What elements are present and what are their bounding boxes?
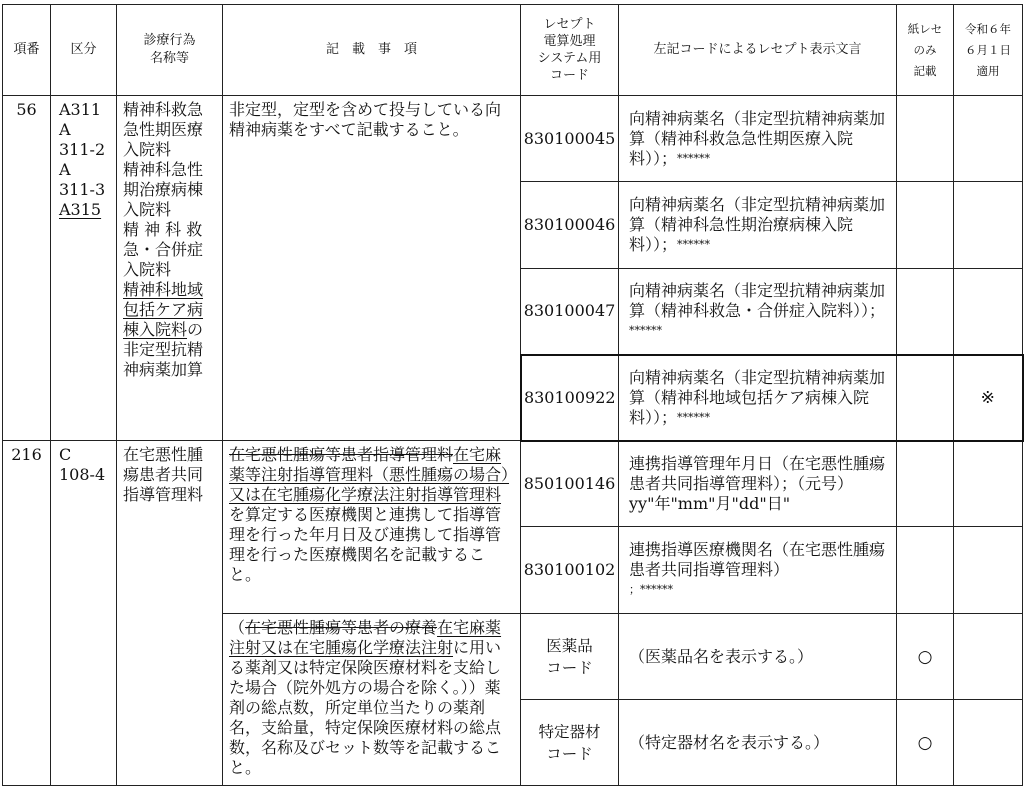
struck-text: 在宅悪性腫瘍等患者の療養	[245, 618, 438, 637]
display-text: （特定器材名を表示する。）	[619, 700, 897, 786]
display-text-asterisks: ******	[629, 324, 662, 338]
entry-description	[223, 441, 521, 614]
act-name-new-tail: 棟入院料	[123, 320, 188, 339]
paper-only-mark	[897, 441, 954, 527]
display-text-main: 向精神病薬名（非定型抗精神病薬加算（精神科救急急性期医療入院料））；	[629, 108, 886, 168]
act-name-line: 在宅悪性腫	[123, 445, 204, 464]
paper-only-mark	[897, 269, 954, 355]
category-line: A311	[59, 100, 102, 119]
header-row	[3, 5, 1023, 96]
table-row	[3, 96, 1023, 182]
display-text	[619, 527, 897, 614]
entry-description	[223, 614, 521, 786]
receipt-code: 850100146	[521, 441, 619, 527]
header-entry: 記 載 事 項	[223, 5, 521, 96]
category-cell	[51, 96, 117, 441]
header-paper-line: のみ	[913, 42, 937, 57]
receipt-code: 830100047	[521, 269, 619, 355]
display-text-main: 向精神病薬名（非定型抗精神病薬加算（精神科救急・合併症入院料））；	[629, 281, 886, 321]
act-name-line: 瘍患者共同	[123, 465, 204, 484]
item-no: 216	[3, 441, 51, 786]
paper-only-mark	[897, 527, 954, 614]
header-applied-line: 令和６年	[965, 21, 1011, 36]
description-text: （	[229, 618, 246, 637]
act-name-line: 急性期医療	[123, 120, 204, 139]
act-name-line: 入院料	[123, 200, 172, 219]
act-name-cell	[117, 96, 223, 441]
receipt-entry-table	[2, 4, 1024, 786]
display-text	[619, 96, 897, 182]
paper-only-mark	[897, 96, 954, 182]
applied-mark	[954, 182, 1023, 269]
display-text-asterisks: ******	[677, 410, 711, 424]
act-name-new-line: 精神科地域	[123, 280, 204, 299]
applied-mark: ※	[954, 355, 1023, 441]
code-type	[521, 700, 619, 786]
applied-mark	[954, 700, 1023, 786]
header-item-no: 項番	[3, 5, 51, 96]
header-code	[521, 5, 619, 96]
display-text	[619, 182, 897, 269]
display-text-asterisks: ******	[677, 151, 711, 165]
paper-only-mark: ○	[897, 700, 954, 786]
display-text: （医薬品名を表示する。）	[619, 614, 897, 700]
act-name-line: 入院料	[123, 260, 172, 279]
code-type-line: コード	[546, 744, 593, 763]
category-line: 311-2	[59, 140, 106, 159]
display-text	[619, 355, 897, 441]
display-text	[619, 441, 897, 527]
applied-mark	[954, 96, 1023, 182]
header-paper-only	[897, 5, 954, 96]
category-line: A	[59, 120, 71, 139]
receipt-code: 830100045	[521, 96, 619, 182]
header-applied-line: 適用	[976, 63, 1000, 78]
display-text	[619, 269, 897, 355]
entry-description: 非定型，定型を含めて投与している向精神病薬をすべて記載すること。	[223, 96, 521, 441]
header-act-name-line: 名称等	[149, 51, 189, 66]
added-text: 在宅麻薬注射又は在宅腫瘍化学療法注射	[229, 618, 502, 657]
item-no: 56	[3, 96, 51, 441]
header-paper-line: 紙レセ	[907, 21, 943, 36]
display-text-main: 連携指導医療機関名（在宅悪性腫瘍患者共同指導管理料）	[629, 540, 886, 579]
act-name-line: 急・合併症	[123, 240, 204, 259]
table-row	[3, 441, 1023, 527]
struck-text: 在宅悪性腫瘍等患者指導管理料	[229, 445, 454, 464]
header-act-name-line: 診療行為	[143, 33, 196, 48]
code-type-line: コード	[546, 658, 593, 677]
paper-only-mark: ○	[897, 614, 954, 700]
receipt-code: 830100922	[521, 355, 619, 441]
category-new-line: A315	[59, 200, 102, 219]
act-name-suffix: の	[187, 320, 204, 339]
applied-mark	[954, 614, 1023, 700]
header-category: 区分	[51, 5, 117, 96]
header-code-line: 電算処理	[543, 34, 596, 49]
header-code-line: レセプト	[543, 17, 596, 32]
code-type	[521, 614, 619, 700]
act-name-line: 神病薬加算	[123, 360, 204, 379]
act-name-line: 精神科救急	[123, 100, 204, 119]
header-applied-line: ６月１日	[965, 42, 1011, 57]
act-name-new-line: 包括ケア病	[123, 300, 204, 319]
added-text: 在宅麻薬等注射指導管理料（悪性腫瘍の場合）又は在宅腫瘍化学療法注射指導管理料	[229, 445, 510, 504]
display-text-asterisks: ******	[677, 238, 711, 251]
act-name-line: 入院料	[123, 140, 172, 159]
act-name-line: 精神科急性	[123, 160, 204, 179]
act-name-line: 非定型抗精	[123, 340, 204, 359]
applied-mark	[954, 441, 1023, 527]
act-name-line: 期治療病棟	[123, 180, 204, 199]
code-type-line: 特定器材	[538, 722, 601, 741]
category-cell	[51, 441, 117, 786]
category-line: 108-4	[59, 465, 106, 484]
display-text-asterisks: ；******	[629, 583, 673, 596]
description-text: を算定する医療機関と連携して指導管理を行った年月日及び連携して指導管理を行った医療機関名を記載すること。	[229, 505, 502, 584]
header-act-name	[117, 5, 223, 96]
header-code-line: システム用	[537, 51, 602, 66]
category-line: A	[59, 160, 71, 179]
display-text-main: 向精神病薬名（非定型抗精神病薬加算（精神科急性期治療病棟入院料））；	[629, 195, 886, 254]
description-text: に用いる薬剤又は特定保険医療材料を支給した場合（院外処方の場合を除く。））薬剤の総点数，所定単位当たりの薬剤名，支給量，特定保険医療材料の総点数，名称及びセット数等を記載すること。	[229, 638, 502, 777]
paper-only-mark	[897, 355, 954, 441]
act-name-cell	[117, 441, 223, 786]
receipt-code: 830100046	[521, 182, 619, 269]
header-paper-line: 記載	[913, 63, 937, 78]
act-name-line: 精 神 科 救	[123, 220, 203, 239]
receipt-code: 830100102	[521, 527, 619, 614]
header-code-line: コード	[549, 68, 589, 83]
header-applied	[954, 5, 1023, 96]
paper-only-mark	[897, 182, 954, 269]
act-name-line: 指導管理料	[123, 485, 204, 504]
code-type-line: 医薬品	[546, 636, 593, 655]
display-text-main: 連携指導管理年月日（在宅悪性腫瘍患者共同指導管理料）；（元号）yy"年"mm"月"dd"日"	[629, 453, 886, 513]
header-display-text: 左記コードによるレセプト表示文言	[619, 5, 897, 96]
applied-mark	[954, 527, 1023, 614]
applied-mark	[954, 269, 1023, 355]
category-line: C	[59, 445, 72, 464]
display-text-main: 向精神病薬名（非定型抗精神病薬加算（精神科地域包括ケア病棟入院料））；	[629, 367, 886, 427]
category-line: 311-3	[59, 180, 106, 199]
